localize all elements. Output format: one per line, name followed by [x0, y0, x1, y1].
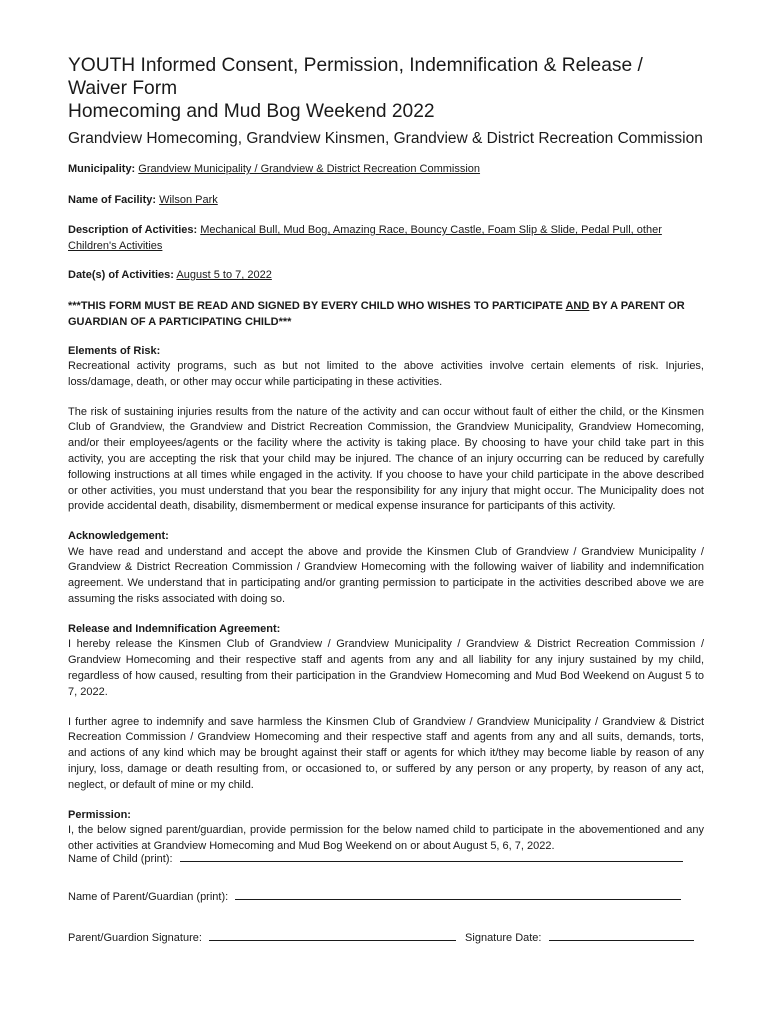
signature-row [68, 929, 694, 946]
form-title [68, 54, 704, 123]
parent-name-row [68, 888, 681, 905]
signing-notice [68, 298, 704, 330]
permission-heading: Permission: [68, 808, 131, 821]
signature-section [68, 850, 704, 950]
release-heading: Release and Indemnification Agreement: [68, 622, 281, 635]
release-paragraph-1: I hereby release the Kinsmen Club of Grandview / Grandview Municipality / Grandview & District Recreation Commission / Grandview Homecoming and their respective staff and agents from any and all liability for any injury sustained by my child, regardless of how caused, resulting from their participation in the Grandview Homecoming and Mud Bod Weekend on August 5 to 7, 2022. [68, 638, 704, 698]
notice-and: AND [565, 299, 590, 312]
description-field [68, 223, 704, 254]
municipality-label: Municipality: [68, 163, 136, 175]
description-label: Description of Activities: [68, 224, 198, 236]
parent-name-field[interactable] [235, 888, 681, 900]
municipality-value: Grandview Municipality / Grandview & District Recreation Commission [138, 163, 481, 175]
signature-date-label: Signature Date: [465, 932, 542, 944]
child-name-field[interactable] [180, 850, 683, 862]
permission-paragraph: I, the below signed parent/guardian, provide permission for the below named child to participate in the abovementioned and any other activities at Grandview Homecoming and Mud Bog Weekend on or about August 5, 6, 7, 2022. [68, 824, 704, 852]
notice-part-1: ***THIS FORM MUST BE READ AND SIGNED BY EVERY CHILD WHO WISHES TO PARTICIPATE [68, 299, 566, 312]
waiver-form [68, 54, 704, 855]
acknowledgement-paragraph: We have read and understand and accept the above and provide the Kinsmen Club of Grandview / Grandview Municipality / Grandview & District Recreation Commission / Grandview Homecoming with the following waiver of liability and indemnification agreement. We understand that in participating and/or granting permission to participate in the activities described above we are assuming the risks associated with doing so. [68, 545, 704, 606]
notice-part-2: BY A PARENT OR GUARDIAN OF A PARTICIPATING CHILD*** [68, 299, 685, 328]
form-subtitle: Grandview Homecoming, Grandview Kinsmen, Grandview & District Recreation Commission [68, 130, 703, 147]
facility-value: Wilson Park [159, 193, 218, 206]
dates-label: Date(s) of Activities: [68, 269, 174, 281]
risk-paragraph-2: The risk of sustaining injuries results from the nature of the activity and can occur without fault of either the child, or the Kinsmen Club of Grandview, the Grandview and District Recreation Commission, the Grandview Municipality, Grandview Homecoming, and/or their employees/agents or the facility where the activity is taking place. By choosing to have your child take part in this activity, you are accepting the risk that your child may be injured. The chance of an injury occurring can be reduced by carefully following instructions at all times while engaged in the activity. If you choose to have your child participate in the above described or other activities, you must understand that you bear the responsibility for any injury that might occur. The Municipality does not provide accidental death, disability, dismemberment or medical expense insurance for participants of this activity. [68, 405, 704, 513]
description-value: Mechanical Bull, Mud Bog, Amazing Race, Bouncy Castle, Foam Slip & Slide, Pedal Pull, other Children's Activities [68, 224, 662, 252]
dates-field [68, 268, 704, 284]
parent-name-label: Name of Parent/Guardian (print): [68, 891, 229, 903]
signature-label: Parent/Guardion Signature: [68, 932, 202, 944]
risk-paragraph-1: Recreational activity programs, such as but not limited to the above activities involve certain elements of risk. Injuries, loss/damage, death, or other may occur while participating in these activities. [68, 360, 704, 388]
title-line-2: Homecoming and Mud Bog Weekend 2022 [68, 101, 435, 122]
dates-value: August 5 to 7, 2022 [176, 269, 272, 281]
signature-field[interactable] [209, 929, 456, 941]
title-line-1: YOUTH Informed Consent, Permission, Indemnification & Release / Waiver Form [68, 55, 643, 99]
facility-field [68, 193, 704, 209]
risk-heading: Elements of Risk: [68, 344, 161, 357]
facility-label: Name of Facility: [68, 193, 157, 206]
municipality-field [68, 162, 704, 178]
signature-date-field[interactable] [549, 929, 694, 941]
child-name-row [68, 850, 683, 867]
acknowledgement-heading: Acknowledgement: [68, 530, 169, 543]
child-name-label: Name of Child (print): [68, 853, 173, 865]
release-paragraph-2: I further agree to indemnify and save harmless the Kinsmen Club of Grandview / Grandview Municipality / Grandview & District Recreation Commission / Grandview Homecoming and their respective staff and agents from any and all suits, demands, torts, and actions of any kind which may be brought against their staff or agents for which it/they may become liable by reason of any injury, loss, damage or death resulting from, or occasioned to, or suffered by any person or any property, by reason of any act, neglect, or default of mine or my child. [68, 715, 704, 791]
